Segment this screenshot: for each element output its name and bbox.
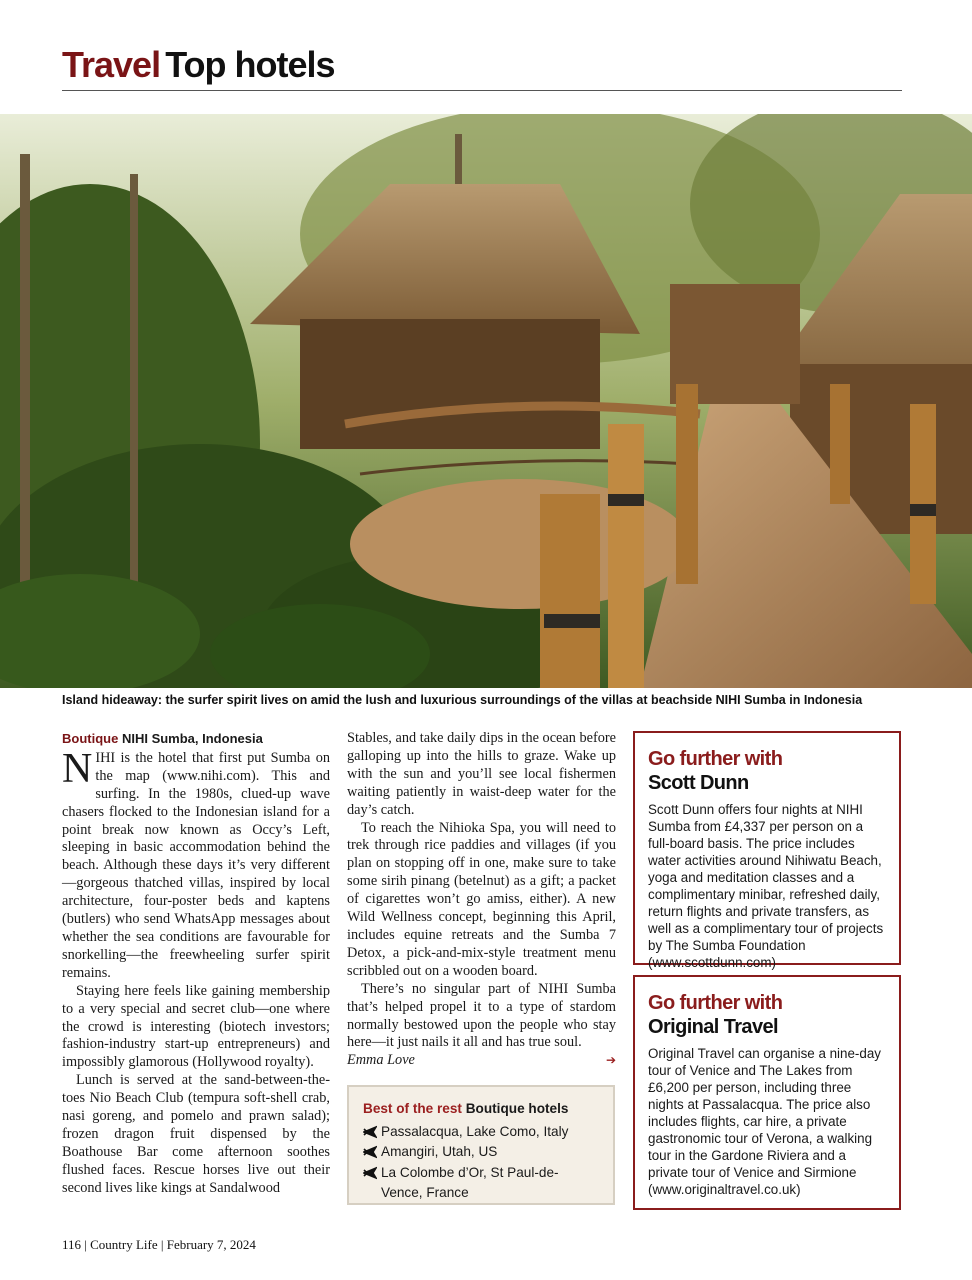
best-of-rest-box xyxy=(347,1085,615,1205)
paragraph-text: IHI is the hotel that first put Sumba on the map (www.nihi.com). This and surfing. In the 1980s, clued-up wave chasers flocked to the Indonesian island for a point break now known as Occy’s Left, sleeping in basic accommodation behind the beach. Although these days it’s very different—gorgeous thatched villas, inspired by local architecture, four-poster beds and kaptens (butlers) who send WhatsApp messages about whether the sea conditions are favourable for snorkelling—the freewheeling surfer spirit remains. xyxy=(62,749,330,981)
article-column-1 xyxy=(62,730,330,1198)
hero-photo xyxy=(0,114,972,688)
box-company-name: Scott Dunn xyxy=(648,772,749,794)
box-heading: Go further with xyxy=(648,992,783,1014)
plane-icon xyxy=(363,1166,377,1180)
box-company-name: Original Travel xyxy=(648,1016,778,1038)
page-footer: 116 | Country Life | February 7, 2024 xyxy=(62,1237,256,1252)
list-item xyxy=(363,1122,599,1143)
drop-cap: N xyxy=(62,745,93,792)
best-of-rest-label: Best of the rest xyxy=(363,1101,462,1116)
list-item-text: La Colombe d’Or, St Paul-de-Vence, France xyxy=(381,1164,559,1200)
box-text: Scott Dunn offers four nights at NIHI Sumba from £4,337 per person on a full-board basis. The price includes water activities around Nihiwatu Beach, yoga and meditation classes and a complimentary minibar, refreshed daily, return flights and private transfers, as well as a complimentary tour of projects by The Sumba Foundation (www.scottdunn.com) xyxy=(648,802,884,970)
article-paragraph: Stables, and take daily dips in the ocean before galloping up into the hills to graze. Wake up with the sun and you’ll see local fishermen waiting patiently in waist-deep water for the day’s catch. xyxy=(347,730,616,818)
go-further-box-scott-dunn xyxy=(633,731,901,970)
photo-caption: Island hideaway: the surfer spirit lives on amid the lush and luxurious surroundings of the villas at beachside NIHI Sumba in Indonesia xyxy=(62,693,863,707)
article-paragraph: Lunch is served at the sand-between-the-toes Nio Beach Club (tempura soft-shell crab, nasi goreng, and pomelo and prawn salad); frozen dragon fruit dispensed by the Boathouse Bar come afternoon soothes flushed faces. Rescue horses live out their second lives like kings at Sandalwood xyxy=(62,1072,330,1196)
list-item xyxy=(363,1142,599,1163)
plane-icon xyxy=(363,1145,377,1159)
article-kicker xyxy=(62,730,330,748)
kicker-category: Boutique xyxy=(62,731,119,746)
article-column-2 xyxy=(347,730,616,1070)
best-of-rest-category: Boutique hotels xyxy=(465,1101,569,1116)
article-paragraph: To reach the Nihioka Spa, you will need to trek through rice paddies and villages (if you plan on stopping off in one, make sure to take some sirih pinang (betelnut) as a gift; a packet of cigarettes won’t go amiss, either). A new Wild Wellness concept, beginning this April, includes equine retreats and the Sumba 7 Detox, a pick-and-mix-style treatment menu scribbled out on a wooden board. xyxy=(347,819,616,979)
box-text: Original Travel can organise a nine-day tour of Venice and The Lakes from £6,200 per person, including three nights at Passalacqua. The price also includes flights, car hire, a private gastronomic tour of Verona, a walking tour in the Gardone Riviera and a private tour of Venice and Sirmione (www.originaltravel.co.uk) xyxy=(648,1046,881,1197)
section-label: Travel xyxy=(62,44,161,85)
list-item-text: Passalacqua, Lake Como, Italy xyxy=(381,1123,569,1139)
box-heading: Go further with xyxy=(648,748,783,770)
article-paragraph xyxy=(347,981,616,1071)
article-paragraph: Staying here feels like gaining membership to a very special and secret club—one where the crowd is interesting (biotech investors; fashion-industry start-up entrepreneurs) and impossibly glamorous (Hollywood royalty). xyxy=(62,982,330,1071)
best-of-rest-heading xyxy=(363,1099,599,1120)
list-item xyxy=(363,1163,599,1204)
author-byline: Emma Love xyxy=(347,1052,415,1069)
go-further-box-original-travel xyxy=(633,975,901,1210)
paragraph-text: There’s no singular part of NIHI Sumba that’s helped propel it to a type of stardom normally bestowed upon the people who stay here—it just nails it all and has true soul. xyxy=(347,980,616,1051)
kicker-hotel-name: NIHI Sumba, Indonesia xyxy=(121,731,263,746)
article-paragraph xyxy=(62,745,330,983)
list-item-text: Amangiri, Utah, US xyxy=(381,1144,498,1159)
end-arrow-icon: ➔ xyxy=(605,1053,616,1068)
page-title: Top hotels xyxy=(165,44,335,85)
plane-icon xyxy=(363,1125,377,1139)
page-header xyxy=(62,44,902,91)
